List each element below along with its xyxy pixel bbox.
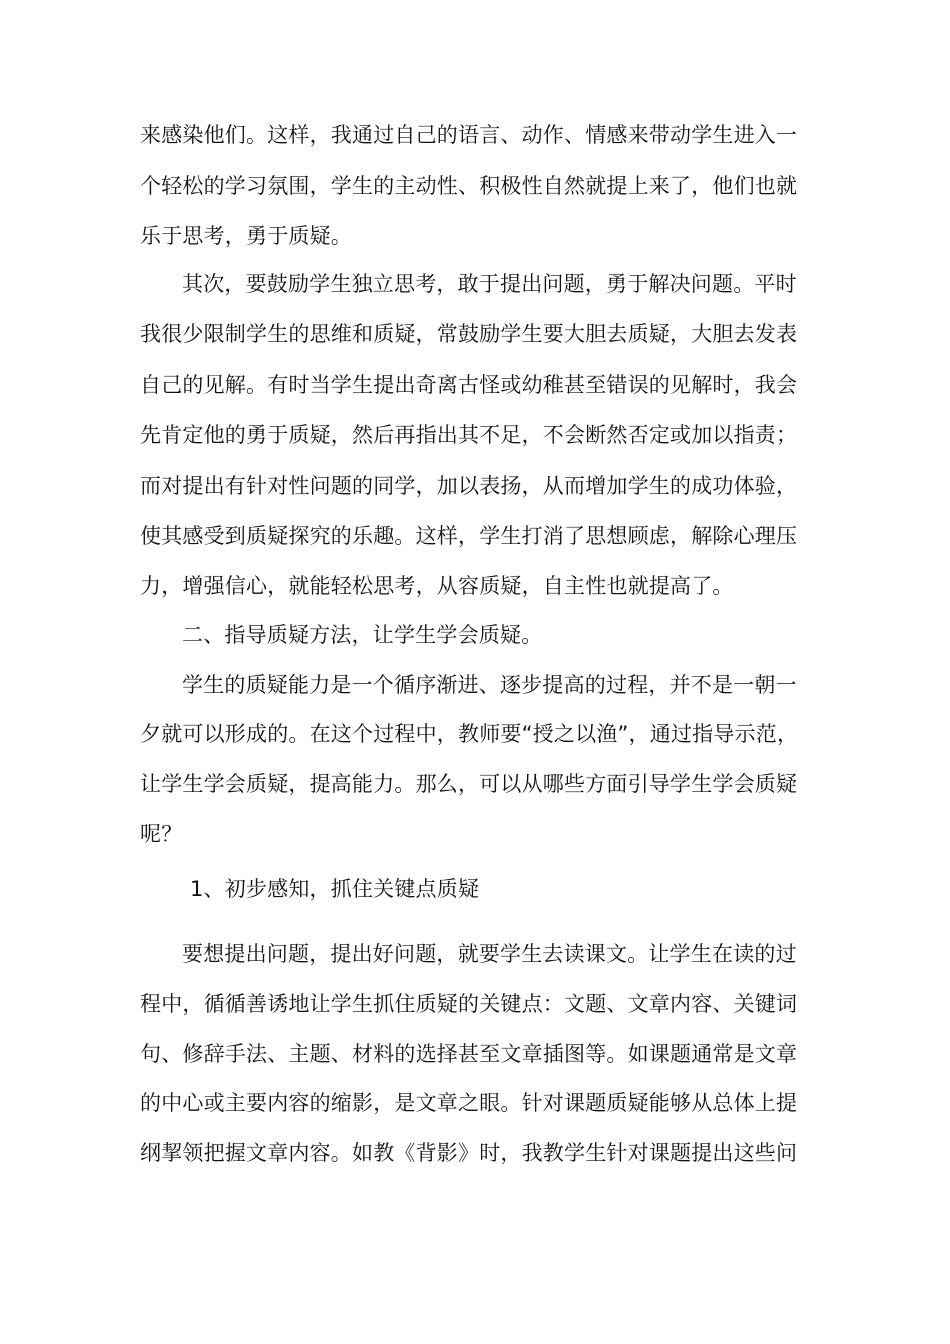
text-line: 自己的见解。有时当学生提出奇离古怪或幼稚甚至错误的见解时，我会: [140, 373, 798, 397]
text-line: 纲挈领把握文章内容。如教《背影》时，我教学生针对课题提出这些问: [140, 1141, 798, 1165]
text-line: 夕就可以形成的。在这个过程中，教师要“授之以渔”，通过指导示范，: [140, 722, 799, 746]
text-line: 使其感受到质疑探究的乐趣。这样，学生打消了思想顾虑，解除心理压: [140, 524, 798, 548]
text-line: 力，增强信心，就能轻松思考，从容质疑，自主性也就提高了。: [140, 574, 734, 598]
text-line: 要想提出问题，提出好问题，就要学生去读课文。让学生在读的过: [182, 942, 797, 966]
text-line: 让学生学会质疑，提高能力。那么，可以从哪些方面引导学生学会质疑: [140, 772, 798, 796]
section-heading: 二、指导质疑方法，让学生学会质疑。: [182, 623, 543, 647]
text-line: 程中，循循善诱地让学生抓住质疑的关键点：文题、文章内容、关键词: [140, 992, 798, 1016]
text-line: 呢？: [140, 822, 183, 846]
subsection-heading: 1、初步感知，抓住关键点质疑: [190, 877, 480, 901]
text-line: 而对提出有针对性问题的同学，加以表扬，从而增加学生的成功体验，: [140, 474, 798, 498]
text-line: 学生的质疑能力是一个循序渐进、逐步提高的过程，并不是一朝一: [182, 673, 797, 697]
text-line: 我很少限制学生的思维和质疑，常鼓励学生要大胆去质疑，大胆去发表: [140, 322, 798, 346]
text-line: 其次，要鼓励学生独立思考，敢于提出问题，勇于解决问题。平时: [182, 272, 797, 296]
text-line: 乐于思考，勇于质疑。: [140, 224, 352, 248]
text-line: 句、修辞手法、主题、材料的选择甚至文章插图等。如课题通常是文章: [140, 1042, 798, 1066]
text-line: 来感染他们。这样，我通过自己的语言、动作、情感来带动学生进入一: [140, 123, 798, 147]
text-line: 先肯定他的勇于质疑，然后再指出其不足，不会断然否定或加以指责；: [140, 423, 798, 447]
text-line: 的中心或主要内容的缩影，是文章之眼。针对课题质疑能够从总体上提: [140, 1091, 798, 1115]
text-line: 个轻松的学习氛围，学生的主动性、积极性自然就提上来了，他们也就: [140, 174, 798, 198]
